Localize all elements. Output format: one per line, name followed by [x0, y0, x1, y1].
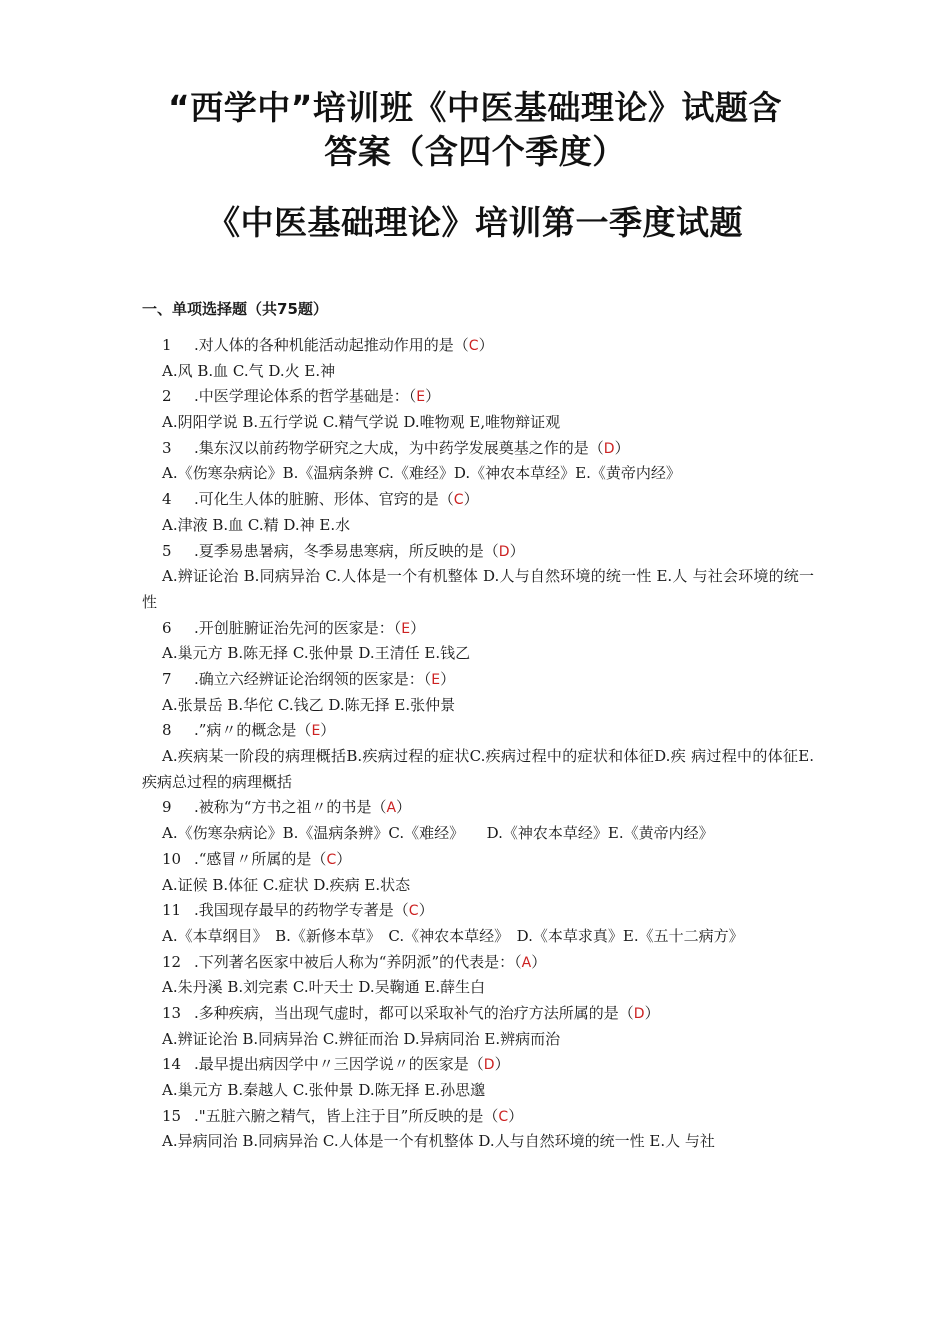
- question-text-end: ）: [644, 1003, 660, 1022]
- answer-key: A: [386, 800, 397, 817]
- question-stem: [142, 795, 814, 821]
- question-text-end: ）: [531, 952, 547, 971]
- answer-options: A.风 B.血 C.气 D.火 E.神: [162, 361, 336, 380]
- question-stem: [142, 1104, 814, 1130]
- question-stem: [142, 487, 814, 513]
- question-stem: [142, 384, 814, 410]
- answer-key: D: [603, 440, 615, 457]
- question-text-end: ）: [320, 721, 336, 740]
- question-text-end: ）: [418, 901, 434, 920]
- question-number: 4: [162, 490, 172, 509]
- answer-key: E: [311, 723, 321, 740]
- question-text-end: ）: [478, 336, 494, 354]
- question-text: .最早提出病因学中〃三因学说〃的医家是（: [194, 1055, 484, 1074]
- question-number: 13: [162, 1003, 182, 1022]
- question-text: .被称为“方书之祖〃的书是（: [194, 798, 387, 817]
- question-number: 9: [162, 798, 172, 817]
- question-number: 3: [162, 438, 172, 457]
- question-stem: [142, 616, 814, 642]
- question-item: [142, 539, 814, 616]
- question-item: [142, 1001, 814, 1052]
- answer-options: A.巢元方 B.陈无择 C.张仲景 D.王清任 E.钱乙: [162, 644, 471, 663]
- question-stem: [142, 898, 814, 924]
- question-stem: [142, 539, 814, 565]
- question-number: 14: [162, 1055, 182, 1074]
- question-item: [142, 1052, 814, 1103]
- answer-key: C: [468, 338, 479, 354]
- question-item: [142, 1104, 814, 1155]
- question-text: .“感冒〃所属的是（: [194, 849, 327, 868]
- question-text: .集东汉以前药物学研究之大成，为中药学发展奠基之作的是（: [194, 438, 604, 457]
- question-number: 8: [162, 721, 172, 740]
- question-number: 12: [162, 952, 182, 971]
- question-item: [142, 384, 814, 435]
- question-text: .可化生人体的脏腑、形体、官窍的是（: [194, 490, 454, 509]
- question-item: [142, 718, 814, 795]
- answer-options: A.异病同治 B.同病异治 C.人体是一个有机整体 D.人与自然环境的统一性 E.人 与社: [162, 1132, 715, 1151]
- answer-key: C: [498, 1108, 509, 1125]
- document-title-line-2: 答案（含四个季度）: [324, 132, 626, 171]
- answer-options: A.证候 B.体征 C.症状 D.疾病 E.状态: [162, 875, 411, 894]
- answer-options: A.辨证论治 B.同病异治 C.人体是一个有机整体 D.人与自然环境的统一性 E.人 与社会环境的统一性: [142, 567, 814, 611]
- question-text: .我国现存最早的药物学专著是（: [194, 901, 409, 920]
- question-text-end: ）: [440, 669, 456, 688]
- question-item: [142, 950, 814, 1001]
- answer-options: A.疾病某一阶段的病理概括B.疾病过程的症状C.疾病过程中的症状和体征D.疾 病过程中的体征E.疾病总过程的病理概括: [142, 747, 814, 791]
- answer-options: A.张景岳 B.华佗 C.钱乙 D.陈无择 E.张仲景: [162, 695, 456, 714]
- answer-key: D: [498, 543, 510, 560]
- answer-options: A.朱丹溪 B.刘完素 C.叶天士 D.吴鞠通 E.薛生白: [162, 978, 486, 997]
- question-number: 15: [162, 1106, 182, 1125]
- question-stem: [142, 333, 814, 359]
- section-heading: 一、单项选择题（共75题）: [142, 300, 328, 318]
- answer-key: C: [408, 903, 419, 920]
- question-text-end: ）: [509, 541, 525, 560]
- question-item: [142, 333, 814, 384]
- question-number: 11: [162, 901, 182, 920]
- question-text: .确立六经辨证论治纲领的医家是：（: [194, 669, 432, 688]
- question-item: [142, 616, 814, 667]
- answer-options: A.《伤寒杂病论》B.《温病条辨 C.《难经》D.《神农本草经》E.《黄帝内经》: [162, 464, 681, 483]
- question-stem: [142, 718, 814, 744]
- question-number: 10: [162, 849, 182, 868]
- answer-options: A.阴阳学说 B.五行学说 C.精气学说 D.唯物观 E,唯物辩证观: [162, 413, 561, 432]
- question-text-end: ）: [425, 387, 441, 406]
- question-number: 2: [162, 387, 172, 406]
- question-text: .”病〃的概念是（: [194, 721, 312, 740]
- question-text: .对人体的各种机能活动起推动作用的是（: [194, 336, 469, 354]
- question-text-end: ）: [614, 438, 630, 457]
- question-item: [142, 436, 814, 487]
- question-number: 5: [162, 541, 172, 560]
- question-text-end: ）: [410, 618, 426, 637]
- answer-key: C: [326, 851, 337, 868]
- question-item: [142, 795, 814, 846]
- question-item: [142, 898, 814, 949]
- answer-options: A.《伤寒杂病论》B.《温病条辨》C.《难经》 D.《神农本草经》E.《黄帝内经》: [162, 824, 714, 843]
- question-stem: [142, 847, 814, 873]
- question-number: 7: [162, 669, 172, 688]
- question-text: .开创脏腑证治先河的医家是：（: [194, 618, 402, 637]
- answer-options: A.津液 B.血 C.精 D.神 E.水: [162, 515, 351, 534]
- answer-key: D: [633, 1005, 645, 1022]
- answer-key: A: [521, 954, 532, 971]
- question-stem: [142, 950, 814, 976]
- answer-key: C: [453, 492, 464, 509]
- question-item: [142, 487, 814, 538]
- question-text-end: ）: [463, 490, 479, 509]
- question-text: .多种疾病，当出现气虚时，都可以采取补气的治疗方法所属的是（: [194, 1003, 634, 1022]
- question-text-end: ）: [396, 798, 412, 817]
- answer-key: E: [431, 671, 441, 688]
- question-stem: [142, 1052, 814, 1078]
- answer-options: A.巢元方 B.秦越人 C.张仲景 D.陈无择 E.孙思邈: [162, 1081, 486, 1100]
- question-stem: [142, 436, 814, 462]
- answer-options: A.《本草纲目》 B.《新修本草》 C.《神农本草经》 D.《本草求真》E.《五十二病方》: [162, 926, 744, 945]
- document-subtitle: 《中医基础理论》培训第一季度试题: [207, 203, 743, 242]
- answer-key: D: [483, 1057, 495, 1074]
- answer-options: A.辨证论治 B.同病异治 C.辨征而治 D.异病同治 E.辨病而治: [162, 1029, 561, 1048]
- document-title-line-1: “西学中”培训班《中医基础理论》试题含: [168, 88, 782, 127]
- question-text: .中医学理论体系的哲学基础是：（: [194, 387, 417, 406]
- question-text-end: ）: [336, 849, 352, 868]
- question-text: .夏季易患暑病，冬季易患寒病，所反映的是（: [194, 541, 499, 560]
- question-stem: [142, 1001, 814, 1027]
- question-list: [142, 333, 814, 1155]
- answer-key: E: [401, 620, 411, 637]
- question-text-end: ）: [494, 1055, 510, 1074]
- answer-key: E: [416, 389, 426, 406]
- question-number: 6: [162, 618, 172, 637]
- question-text: ."五脏六腑之精气，皆上注于目”所反映的是（: [194, 1106, 499, 1125]
- question-text: .下列著名医家中被后人称为“养阴派”的代表是：（: [194, 952, 522, 971]
- question-item: [142, 847, 814, 898]
- question-item: [142, 667, 814, 718]
- question-stem: [142, 667, 814, 693]
- question-text-end: ）: [508, 1106, 524, 1125]
- question-number: 1: [162, 336, 172, 354]
